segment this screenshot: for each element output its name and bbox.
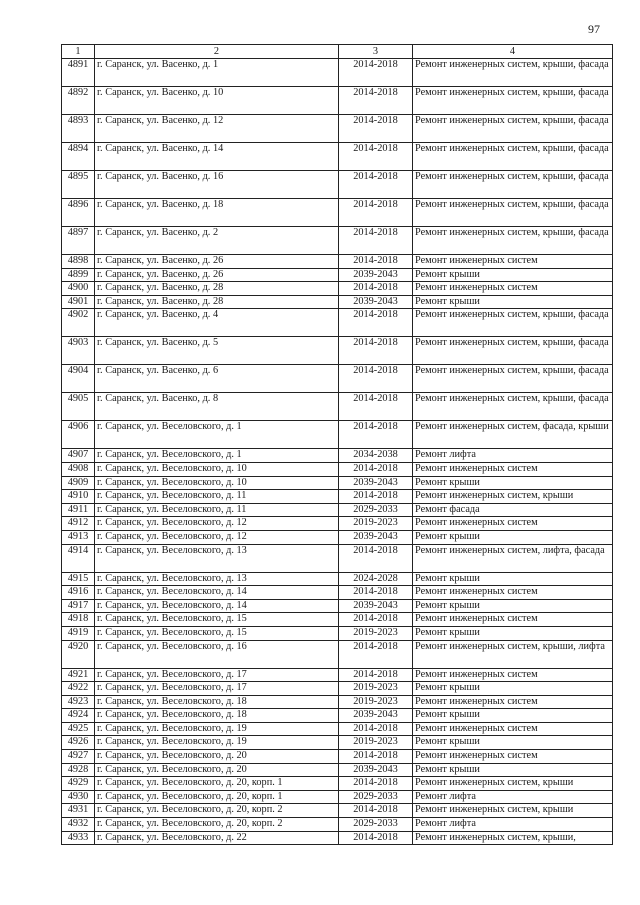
row-number: 4917 <box>62 599 95 613</box>
row-work-type: Ремонт инженерных систем <box>413 517 613 531</box>
row-period: 2039-2043 <box>339 599 413 613</box>
row-address: г. Саранск, ул. Веселовского, д. 18 <box>95 695 339 709</box>
table-row <box>62 777 613 791</box>
row-address: г. Саранск, ул. Веселовского, д. 22 <box>95 831 339 845</box>
table-row <box>62 268 613 282</box>
row-work-type: Ремонт инженерных систем, крыши, фасада <box>413 87 613 115</box>
row-period: 2014-2018 <box>339 171 413 199</box>
row-period: 2019-2023 <box>339 626 413 640</box>
row-period: 2014-2018 <box>339 750 413 764</box>
row-period: 2029-2033 <box>339 503 413 517</box>
row-address: г. Саранск, ул. Васенко, д. 5 <box>95 337 339 365</box>
row-number: 4891 <box>62 59 95 87</box>
table-row <box>62 365 613 393</box>
row-address: г. Саранск, ул. Васенко, д. 8 <box>95 393 339 421</box>
row-work-type: Ремонт инженерных систем, фасада, крыши <box>413 421 613 449</box>
row-number: 4897 <box>62 227 95 255</box>
table-row <box>62 722 613 736</box>
row-work-type: Ремонт инженерных систем, крыши, фасада <box>413 393 613 421</box>
row-address: г. Саранск, ул. Веселовского, д. 20, корп. 2 <box>95 818 339 832</box>
row-period: 2014-2018 <box>339 337 413 365</box>
row-number: 4902 <box>62 309 95 337</box>
table-row <box>62 668 613 682</box>
row-work-type: Ремонт инженерных систем, крыши <box>413 777 613 791</box>
row-address: г. Саранск, ул. Веселовского, д. 15 <box>95 613 339 627</box>
row-work-type: Ремонт инженерных систем, крыши, фасада <box>413 337 613 365</box>
row-period: 2014-2018 <box>339 668 413 682</box>
row-work-type: Ремонт инженерных систем, крыши, фасада <box>413 309 613 337</box>
row-number: 4911 <box>62 503 95 517</box>
table-row <box>62 599 613 613</box>
row-address: г. Саранск, ул. Веселовского, д. 20, корп. 1 <box>95 790 339 804</box>
row-address: г. Саранск, ул. Веселовского, д. 1 <box>95 449 339 463</box>
table-row <box>62 695 613 709</box>
row-work-type: Ремонт крыши <box>413 763 613 777</box>
row-address: г. Саранск, ул. Веселовского, д. 17 <box>95 668 339 682</box>
row-number: 4896 <box>62 199 95 227</box>
table-row <box>62 143 613 171</box>
column-header-4: 4 <box>413 45 613 59</box>
row-address: г. Саранск, ул. Веселовского, д. 11 <box>95 503 339 517</box>
row-number: 4923 <box>62 695 95 709</box>
column-header-3: 3 <box>339 45 413 59</box>
row-address: г. Саранск, ул. Веселовского, д. 20 <box>95 763 339 777</box>
table-row <box>62 586 613 600</box>
row-work-type: Ремонт инженерных систем, крыши, лифта <box>413 640 613 668</box>
row-work-type: Ремонт крыши <box>413 682 613 696</box>
row-number: 4901 <box>62 295 95 309</box>
table-row <box>62 421 613 449</box>
row-period: 2039-2043 <box>339 763 413 777</box>
row-number: 4892 <box>62 87 95 115</box>
row-period: 2014-2018 <box>339 777 413 791</box>
row-number: 4895 <box>62 171 95 199</box>
row-period: 2039-2043 <box>339 268 413 282</box>
row-work-type: Ремонт инженерных систем <box>413 750 613 764</box>
table-row <box>62 640 613 668</box>
row-address: г. Саранск, ул. Васенко, д. 2 <box>95 227 339 255</box>
row-period: 2014-2018 <box>339 490 413 504</box>
row-address: г. Саранск, ул. Веселовского, д. 19 <box>95 722 339 736</box>
row-work-type: Ремонт крыши <box>413 476 613 490</box>
table-row <box>62 517 613 531</box>
row-address: г. Саранск, ул. Веселовского, д. 19 <box>95 736 339 750</box>
row-number: 4912 <box>62 517 95 531</box>
row-number: 4903 <box>62 337 95 365</box>
row-address: г. Саранск, ул. Веселовского, д. 11 <box>95 490 339 504</box>
table-row <box>62 59 613 87</box>
row-address: г. Саранск, ул. Веселовского, д. 17 <box>95 682 339 696</box>
row-work-type: Ремонт лифта <box>413 818 613 832</box>
row-address: г. Саранск, ул. Веселовского, д. 14 <box>95 599 339 613</box>
table-row <box>62 818 613 832</box>
row-address: г. Саранск, ул. Веселовского, д. 10 <box>95 462 339 476</box>
row-address: г. Саранск, ул. Васенко, д. 26 <box>95 255 339 269</box>
row-number: 4922 <box>62 682 95 696</box>
row-work-type: Ремонт инженерных систем, лифта, фасада <box>413 544 613 572</box>
row-period: 2029-2033 <box>339 818 413 832</box>
table-row <box>62 309 613 337</box>
row-number: 4925 <box>62 722 95 736</box>
row-number: 4910 <box>62 490 95 504</box>
row-period: 2019-2023 <box>339 682 413 696</box>
column-header-1: 1 <box>62 45 95 59</box>
row-number: 4927 <box>62 750 95 764</box>
row-number: 4932 <box>62 818 95 832</box>
table-row <box>62 804 613 818</box>
row-address: г. Саранск, ул. Веселовского, д. 16 <box>95 640 339 668</box>
row-address: г. Саранск, ул. Веселовского, д. 18 <box>95 709 339 723</box>
row-period: 2014-2018 <box>339 831 413 845</box>
table-row <box>62 199 613 227</box>
row-work-type: Ремонт крыши <box>413 530 613 544</box>
table-row <box>62 295 613 309</box>
row-period: 2039-2043 <box>339 476 413 490</box>
row-number: 4894 <box>62 143 95 171</box>
row-number: 4924 <box>62 709 95 723</box>
row-address: г. Саранск, ул. Васенко, д. 14 <box>95 143 339 171</box>
table-row <box>62 490 613 504</box>
row-address: г. Саранск, ул. Васенко, д. 18 <box>95 199 339 227</box>
row-work-type: Ремонт инженерных систем <box>413 613 613 627</box>
row-work-type: Ремонт крыши <box>413 572 613 586</box>
row-period: 2014-2018 <box>339 199 413 227</box>
table-row <box>62 115 613 143</box>
page-number: 97 <box>588 22 600 36</box>
row-address: г. Саранск, ул. Васенко, д. 1 <box>95 59 339 87</box>
row-address: г. Саранск, ул. Веселовского, д. 14 <box>95 586 339 600</box>
row-address: г. Саранск, ул. Васенко, д. 16 <box>95 171 339 199</box>
row-period: 2014-2018 <box>339 309 413 337</box>
row-work-type: Ремонт инженерных систем <box>413 722 613 736</box>
row-period: 2014-2018 <box>339 722 413 736</box>
row-number: 4913 <box>62 530 95 544</box>
row-address: г. Саранск, ул. Веселовского, д. 12 <box>95 530 339 544</box>
row-number: 4905 <box>62 393 95 421</box>
row-address: г. Саранск, ул. Веселовского, д. 1 <box>95 421 339 449</box>
table-row <box>62 393 613 421</box>
table-row <box>62 476 613 490</box>
row-number: 4915 <box>62 572 95 586</box>
row-period: 2014-2018 <box>339 365 413 393</box>
table-row <box>62 613 613 627</box>
row-period: 2024-2028 <box>339 572 413 586</box>
row-work-type: Ремонт инженерных систем, крыши, фасада <box>413 59 613 87</box>
table-row <box>62 255 613 269</box>
row-period: 2034-2038 <box>339 449 413 463</box>
table-row <box>62 831 613 845</box>
row-period: 2014-2018 <box>339 544 413 572</box>
row-address: г. Саранск, ул. Веселовского, д. 10 <box>95 476 339 490</box>
row-work-type: Ремонт инженерных систем, крыши, <box>413 831 613 845</box>
table-row <box>62 282 613 296</box>
row-period: 2014-2018 <box>339 640 413 668</box>
table-row <box>62 87 613 115</box>
row-period: 2029-2033 <box>339 790 413 804</box>
row-address: г. Саранск, ул. Васенко, д. 4 <box>95 309 339 337</box>
row-work-type: Ремонт инженерных систем, крыши, фасада <box>413 365 613 393</box>
row-work-type: Ремонт инженерных систем <box>413 282 613 296</box>
row-work-type: Ремонт крыши <box>413 709 613 723</box>
table-row <box>62 544 613 572</box>
row-period: 2014-2018 <box>339 613 413 627</box>
row-work-type: Ремонт инженерных систем <box>413 462 613 476</box>
row-period: 2014-2018 <box>339 462 413 476</box>
row-number: 4900 <box>62 282 95 296</box>
row-work-type: Ремонт инженерных систем, крыши <box>413 490 613 504</box>
row-work-type: Ремонт инженерных систем, крыши, фасада <box>413 171 613 199</box>
row-address: г. Саранск, ул. Васенко, д. 28 <box>95 282 339 296</box>
table-row <box>62 736 613 750</box>
row-number: 4918 <box>62 613 95 627</box>
row-work-type: Ремонт крыши <box>413 599 613 613</box>
row-work-type: Ремонт крыши <box>413 736 613 750</box>
table-row <box>62 572 613 586</box>
row-number: 4926 <box>62 736 95 750</box>
table-row <box>62 462 613 476</box>
row-number: 4909 <box>62 476 95 490</box>
row-number: 4933 <box>62 831 95 845</box>
row-period: 2014-2018 <box>339 282 413 296</box>
row-period: 2014-2018 <box>339 115 413 143</box>
row-address: г. Саранск, ул. Васенко, д. 6 <box>95 365 339 393</box>
row-address: г. Саранск, ул. Веселовского, д. 20, корп. 2 <box>95 804 339 818</box>
row-number: 4899 <box>62 268 95 282</box>
table-row <box>62 227 613 255</box>
table-row <box>62 790 613 804</box>
table-row <box>62 171 613 199</box>
repair-schedule-table <box>61 44 613 845</box>
row-number: 4907 <box>62 449 95 463</box>
row-number: 4893 <box>62 115 95 143</box>
row-period: 2039-2043 <box>339 295 413 309</box>
row-period: 2019-2023 <box>339 736 413 750</box>
row-number: 4906 <box>62 421 95 449</box>
row-work-type: Ремонт крыши <box>413 295 613 309</box>
row-period: 2014-2018 <box>339 393 413 421</box>
row-work-type: Ремонт инженерных систем, крыши, фасада <box>413 115 613 143</box>
row-work-type: Ремонт крыши <box>413 268 613 282</box>
table-row <box>62 530 613 544</box>
table-row <box>62 709 613 723</box>
row-number: 4931 <box>62 804 95 818</box>
row-period: 2014-2018 <box>339 143 413 171</box>
row-address: г. Саранск, ул. Васенко, д. 28 <box>95 295 339 309</box>
row-address: г. Саранск, ул. Васенко, д. 26 <box>95 268 339 282</box>
column-header-2: 2 <box>95 45 339 59</box>
row-period: 2014-2018 <box>339 586 413 600</box>
row-address: г. Саранск, ул. Веселовского, д. 15 <box>95 626 339 640</box>
table-row <box>62 449 613 463</box>
row-number: 4908 <box>62 462 95 476</box>
row-work-type: Ремонт лифта <box>413 790 613 804</box>
row-work-type: Ремонт инженерных систем <box>413 695 613 709</box>
row-period: 2014-2018 <box>339 255 413 269</box>
row-period: 2014-2018 <box>339 227 413 255</box>
table-row <box>62 763 613 777</box>
table-row <box>62 503 613 517</box>
row-period: 2019-2023 <box>339 517 413 531</box>
row-work-type: Ремонт инженерных систем <box>413 586 613 600</box>
row-address: г. Саранск, ул. Веселовского, д. 20 <box>95 750 339 764</box>
row-work-type: Ремонт инженерных систем <box>413 255 613 269</box>
row-number: 4929 <box>62 777 95 791</box>
row-address: г. Саранск, ул. Веселовского, д. 13 <box>95 544 339 572</box>
row-period: 2014-2018 <box>339 804 413 818</box>
table-row <box>62 750 613 764</box>
table-body <box>62 59 613 845</box>
row-address: г. Саранск, ул. Васенко, д. 12 <box>95 115 339 143</box>
table-row <box>62 682 613 696</box>
row-address: г. Саранск, ул. Веселовского, д. 12 <box>95 517 339 531</box>
table-row <box>62 626 613 640</box>
row-number: 4898 <box>62 255 95 269</box>
row-work-type: Ремонт лифта <box>413 449 613 463</box>
row-period: 2014-2018 <box>339 59 413 87</box>
row-number: 4914 <box>62 544 95 572</box>
row-address: г. Саранск, ул. Васенко, д. 10 <box>95 87 339 115</box>
row-number: 4916 <box>62 586 95 600</box>
row-address: г. Саранск, ул. Веселовского, д. 20, корп. 1 <box>95 777 339 791</box>
row-period: 2039-2043 <box>339 530 413 544</box>
row-work-type: Ремонт инженерных систем, крыши, фасада <box>413 143 613 171</box>
row-period: 2019-2023 <box>339 695 413 709</box>
table-header-row <box>62 45 613 59</box>
row-address: г. Саранск, ул. Веселовского, д. 13 <box>95 572 339 586</box>
row-number: 4919 <box>62 626 95 640</box>
row-period: 2014-2018 <box>339 421 413 449</box>
row-work-type: Ремонт крыши <box>413 626 613 640</box>
row-number: 4930 <box>62 790 95 804</box>
row-number: 4904 <box>62 365 95 393</box>
row-work-type: Ремонт инженерных систем, крыши <box>413 804 613 818</box>
row-period: 2014-2018 <box>339 87 413 115</box>
row-work-type: Ремонт инженерных систем, крыши, фасада <box>413 199 613 227</box>
table-row <box>62 337 613 365</box>
row-number: 4921 <box>62 668 95 682</box>
row-period: 2039-2043 <box>339 709 413 723</box>
row-number: 4920 <box>62 640 95 668</box>
row-work-type: Ремонт фасада <box>413 503 613 517</box>
row-work-type: Ремонт инженерных систем <box>413 668 613 682</box>
row-work-type: Ремонт инженерных систем, крыши, фасада <box>413 227 613 255</box>
row-number: 4928 <box>62 763 95 777</box>
